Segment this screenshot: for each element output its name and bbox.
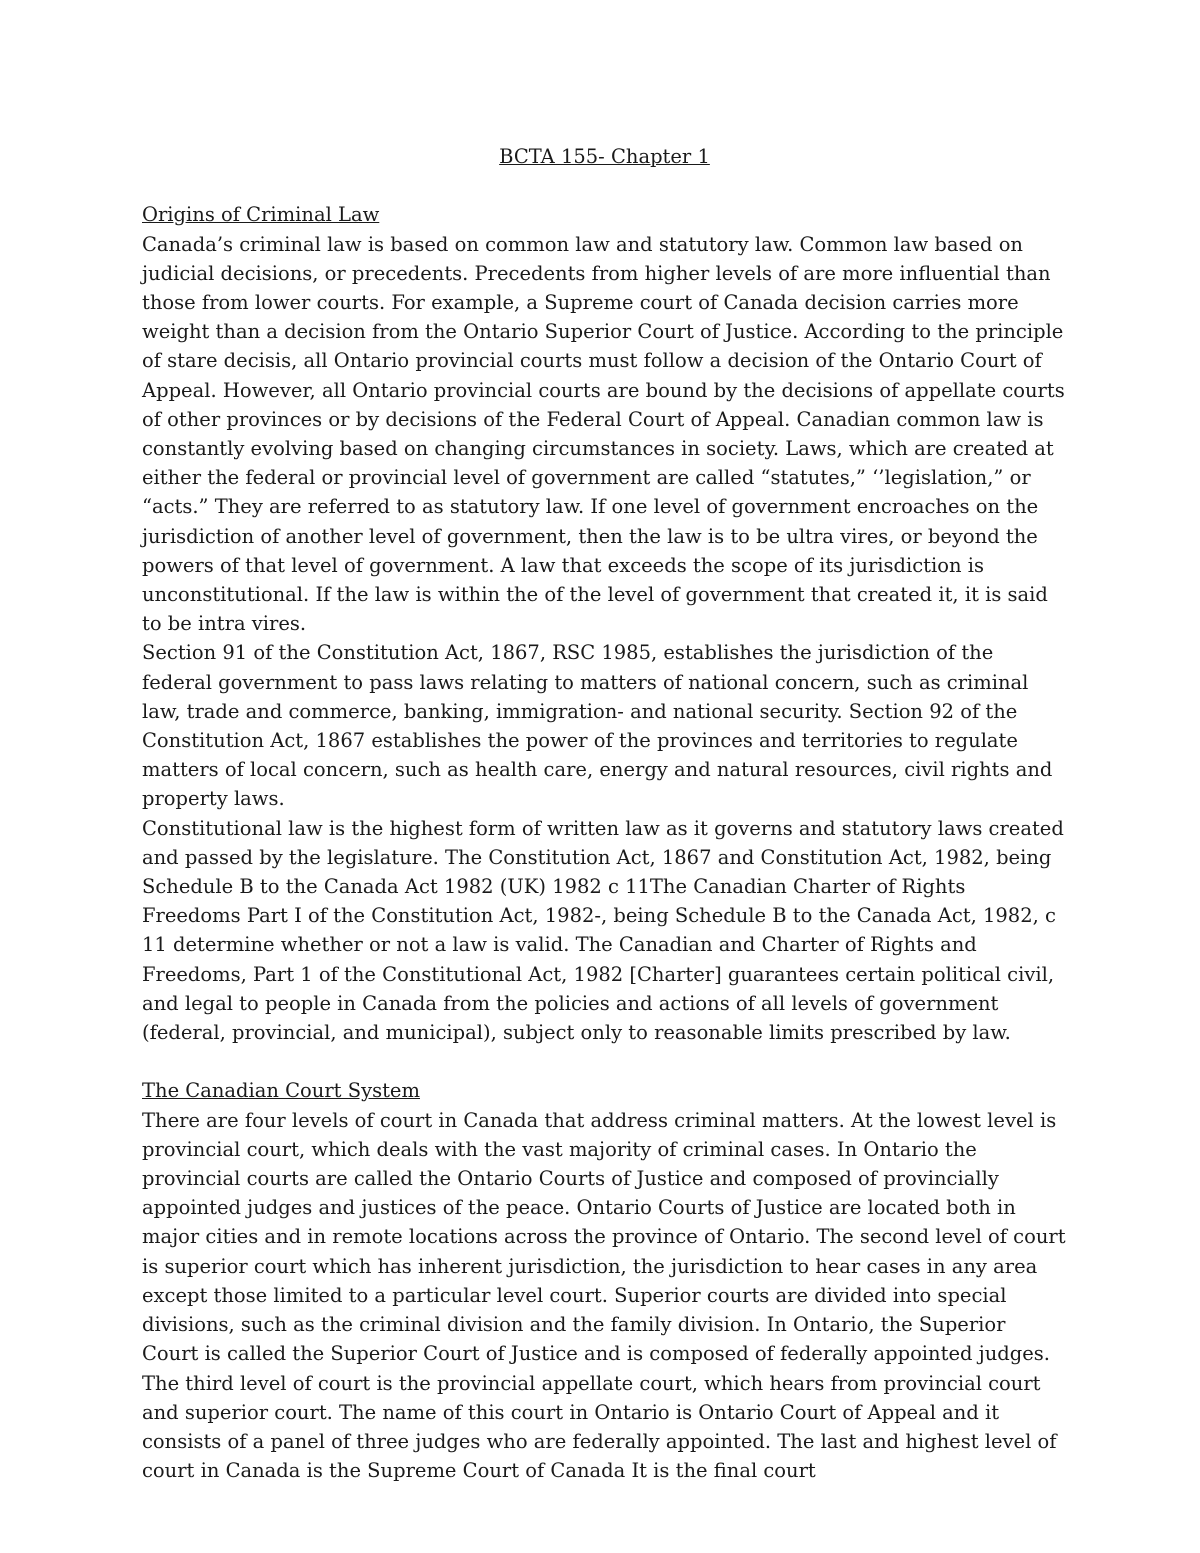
section-heading: Origins of Criminal Law (142, 203, 380, 227)
document-title: BCTA 155- Chapter 1 (499, 145, 710, 168)
section-canadian-court-system (142, 1076, 1067, 1485)
paragraph: Canada’s criminal law is based on common law and statutory law. Common law based on judicial decisions, or precedents. Precedents from higher levels of are more influential than those from lower courts. For example, a Supreme court of Canada decision carries more weight than a decision from the Ontario Superior Court of Justice. According to the principle of stare decisis, all Ontario provincial courts must follow a decision of the Ontario Court of Appeal. However, all Ontario provincial courts are bound by the decisions of appellate courts of other provinces or by decisions of the Federal Court of Appeal. Canadian common law is constantly evolving based on changing circumstances in society. Laws, which are created at either the federal or provincial level of government are called “statutes,” ‘’legislation,” or “acts.” They are referred to as statutory law. If one level of government encroaches on the jurisdiction of another level of government, then the law is to be ultra vires, or beyond the powers of that level of government. A law that exceeds the scope of its jurisdiction is unconstitutional. If the law is within the of the level of government that created it, it is said to be intra vires. (142, 232, 1065, 636)
section-heading: The Canadian Court System (142, 1079, 420, 1103)
paragraph: There are four levels of court in Canada that address criminal matters. At the lowest level is provincial court, which deals with the vast majority of criminal cases. In Ontario the provincial courts are called the Ontario Courts of Justice and composed of provincially appointed judges and justices of the peace. Ontario Courts of Justice are located both in major cities and in remote locations across the province of Ontario. The second level of court is superior court which has inherent jurisdiction, the jurisdiction to hear cases in any area except those limited to a particular level court. Superior courts are divided into special divisions, such as the criminal division and the family division. In Ontario, the Superior Court is called the Superior Court of Justice and is composed of federally appointed judges. The third level of court is the provincial appellate court, which hears from provincial court and superior court. The name of this court in Ontario is Ontario Court of Appeal and it consists of a panel of three judges who are federally appointed. The last and highest level of court in Canada is the Supreme Court of Canada It is the final court (142, 1108, 1066, 1483)
section-origins-of-criminal-law (142, 200, 1067, 1047)
paragraph: Section 91 of the Constitution Act, 1867, RSC 1985, establishes the jurisdiction of the federal government to pass laws relating to matters of national concern, such as criminal law, trade and commerce, banking, immigration- and national security. Section 92 of the Constitution Act, 1867 establishes the power of the provinces and territories to regulate matters of local concern, such as health care, energy and natural resources, civil rights and property laws. (142, 641, 1053, 811)
section-spacer (142, 1047, 1067, 1076)
document-body (142, 142, 1067, 1485)
paragraph: Constitutional law is the highest form of written law as it governs and statutory laws created and passed by the legislature. The Constitution Act, 1867 and Constitution Act, 1982, being Schedule B to the Canada Act 1982 (UK) 1982 c 11The Canadian Charter of Rights Freedoms Part I of the Constitution Act, 1982-, being Schedule B to the Canada Act, 1982, c 11 determine whether or not a law is valid. The Canadian and Charter of Rights and Freedoms, Part 1 of the Constitutional Act, 1982 [Charter] guarantees certain political civil, and legal to people in Canada from the policies and actions of all levels of government (federal, provincial, and municipal), subject only to reasonable limits prescribed by law. (142, 816, 1064, 1045)
